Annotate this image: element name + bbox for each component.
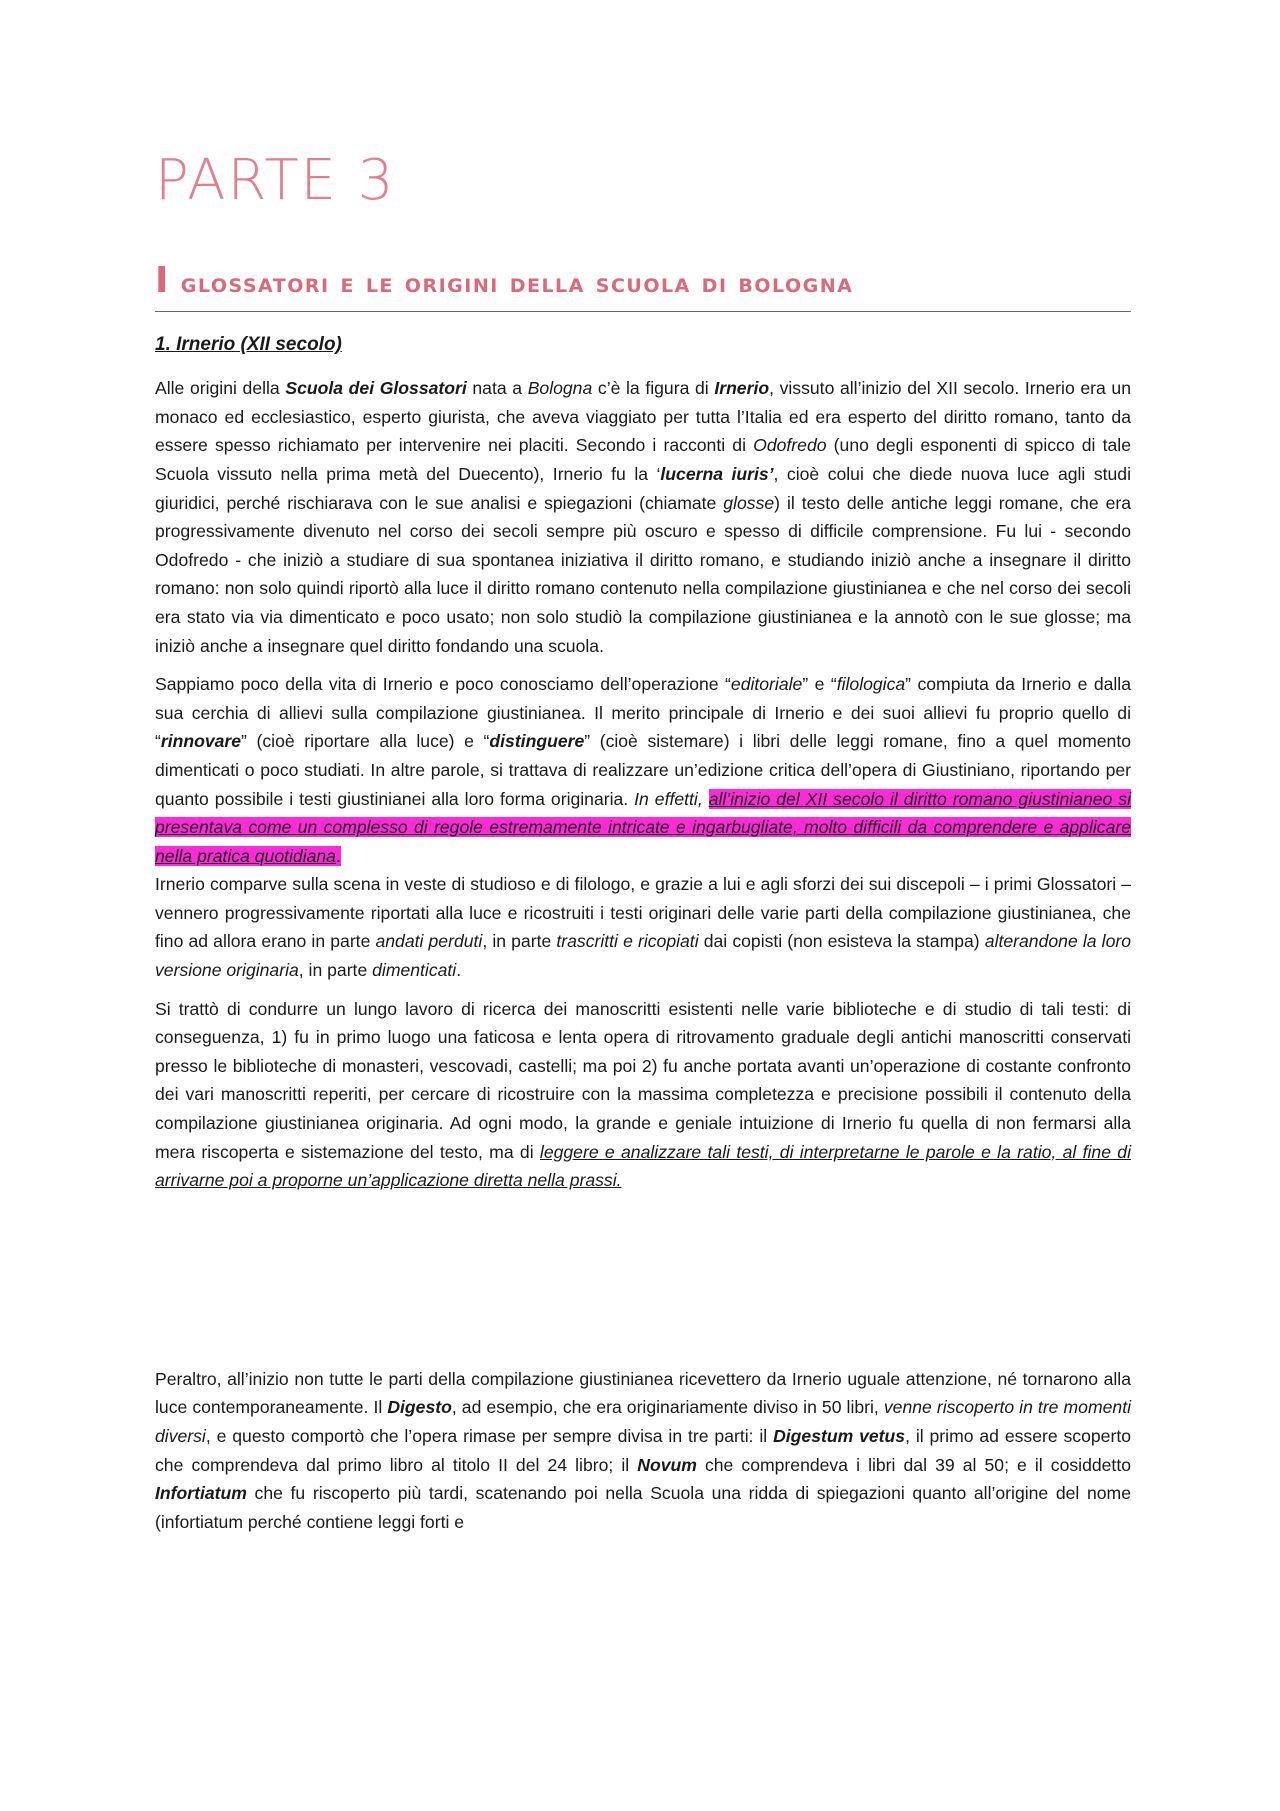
- text-run: , vissuto all’inizio del XII secolo. Irnerio era un monaco ed ecclesiastico, esperto giurista, che aveva viaggiato per tutta l’Italia ed era esperto del diritto romano, tanto da essere spesso richiamato per intervenire nei placiti. Secondo i racconti di: [155, 378, 1131, 456]
- text-run: In effetti,: [634, 788, 709, 809]
- chapter-title-initial: I: [155, 259, 170, 301]
- text-run: c’è la figura di: [592, 378, 715, 399]
- text-run: Scuola dei Glossatori: [285, 378, 467, 399]
- section-heading: 1. Irnerio (XII secolo): [155, 334, 342, 356]
- text-run: Irnerio comparve sulla scena in veste di studioso e di filologo, e grazie a lui e agli sforzi dei sui discepoli – i primi Glossatori – vennero progressivamente riportati alla luce e ricostruiti i testi originari delle varie parti della compilazione giustinianea, che fino ad allora erano in parte: [155, 874, 1131, 952]
- chapter-title-rest: glossatori e le origini della scuola di bologna: [169, 267, 854, 299]
- text-run: , in parte: [482, 931, 557, 952]
- text-run: Novum: [637, 1454, 697, 1475]
- text-run: Digestum vetus: [773, 1426, 906, 1446]
- text-run: , e questo comportò che l’opera rimase per sempre divisa in tre parti: il: [205, 1426, 774, 1446]
- text-run: trascritti e ricopiati: [556, 931, 699, 952]
- text-run: che comprendeva i libri dal 39 al 50; e il cosiddetto: [696, 1454, 1131, 1475]
- text-run: andati perduti: [375, 931, 483, 952]
- paragraph-5: [155, 1365, 1131, 1537]
- text-run: .: [335, 845, 341, 866]
- text-run: che fu riscoperto più tardi, scatenando poi nella Scuola una ridda di spiegazioni quanto all’origine del nome (infortiatum perché contiene leggi forti e: [155, 1483, 1131, 1532]
- text-run: alterandone la loro versione originaria: [155, 931, 1131, 981]
- underlined-text: leggere e analizzare tali testi, di interpretarne le parole e la ratio, al fine di arrivarne poi a proporne un’applicazione diretta nella prassi.: [155, 1141, 1131, 1191]
- text-run: , ad esempio, che era originariamente diviso in 50 libri,: [451, 1397, 884, 1418]
- text-run: ” e “: [802, 674, 837, 695]
- text-run: .: [456, 960, 462, 981]
- text-run: Irnerio: [714, 378, 770, 399]
- paragraph-3: [155, 870, 1131, 984]
- paragraph-4: [155, 995, 1131, 1195]
- text-run: Sappiamo poco della vita di Irnerio e poco conosciamo dell’operazione “: [155, 674, 731, 695]
- text-run: dimenticati: [372, 960, 457, 981]
- paragraph-2: [155, 670, 1131, 870]
- text-run: distinguere: [489, 731, 585, 752]
- text-run: Alle origini della: [155, 378, 286, 399]
- text-run: ) il testo delle antiche leggi romane, che era progressivamente divenuto nel corso dei secoli sempre più oscuro e spesso di difficile comprensione. Fu lui - secondo Odofredo - che iniziò a studiare di sua spontanea iniziativa il diritto romano, e studiando iniziò anche a insegnare il diritto romano: non solo quindi riportò alla luce il diritto romano contenuto nella compilazione giustinianea e che nel corso dei secoli era stato via via dimenticato e poco usato; non solo studiò la compilazione giustinianea e la annotò con le sue glosse; ma iniziò anche a insegnare quel diritto fondando una scuola.: [155, 492, 1132, 656]
- text-run: nata a: [466, 378, 528, 399]
- text-run: , in parte: [298, 960, 373, 981]
- text-run: Peraltro, all’inizio non tutte le parti della compilazione giustinianea ricevettero da Irnerio uguale attenzione, né tornarono alla luce contemporaneamente. Il: [155, 1368, 1131, 1418]
- document-page: [155, 150, 1131, 1546]
- text-run: ” (cioè sistemare) i libri delle leggi romane, fino a quel momento dimenticati o poco studiati. In altre parole, si trattava di realizzare un’edizione critica dell’opera di Giustiniano, riportando per quanto possibile i testi giustinianei alla loro forma originaria.: [155, 731, 1131, 809]
- text-run: , il primo ad essere scoperto che comprendeva dal primo libro al titolo II del 24 libro; il: [155, 1426, 1131, 1475]
- text-run: ” compiuta da Irnerio e dalla sua cerchia di allievi sulla compilazione giustinianea. Il merito principale di Irnerio e dei suoi allievi fu proprio quello di “: [155, 674, 1132, 752]
- text-run: Odofredo: [753, 435, 827, 456]
- text-run: rinnovare: [160, 731, 242, 752]
- text-run: dai copisti (non esisteva la stampa): [698, 931, 985, 952]
- text-run: ” (cioè riportare alla luce) e “: [241, 731, 490, 752]
- text-run: lucerna iuris’: [660, 463, 774, 484]
- text-run: glosse: [723, 492, 775, 513]
- text-run: , cioè colui che diede nuova luce agli studi giuridici, perché rischiarava con le sue analisi e spiegazioni (chiamate: [155, 463, 1131, 513]
- text-run: Digesto: [387, 1397, 452, 1418]
- text-run: (uno degli esponenti di spicco di tale Scuola vissuto nella prima metà del Duecento), Irnerio fu la ‘: [155, 435, 1132, 484]
- paragraph-1: [155, 374, 1131, 660]
- chapter-title: [155, 252, 1131, 313]
- part-title: PARTE 3: [155, 148, 396, 213]
- text-run: filologica: [836, 674, 906, 695]
- page-gap: [155, 1205, 1131, 1365]
- text-run: Infortiatum: [155, 1483, 247, 1504]
- text-run: editoriale: [730, 674, 803, 695]
- text-run: Bologna: [527, 378, 593, 399]
- highlighted-text: all’inizio del XII secolo il diritto romano giustinianeo si presentava come un complesso di regole estremamente intricate e ingarbugliate, molto difficili da comprendere e applicare nella pratica quotidiana: [155, 788, 1131, 866]
- text-run: venne riscoperto in tre momenti diversi: [155, 1397, 1131, 1446]
- text-run: Si trattò di condurre un lungo lavoro di ricerca dei manoscritti esistenti nelle varie biblioteche e di studio di tali testi: di conseguenza, 1) fu in primo luogo una faticosa e lenta opera di ritrovamento graduale degli antichi manoscritti conservati presso le biblioteche di monasteri, vescovadi, castelli; ma poi 2) fu anche portata avanti un’operazione di costante confronto dei vari manoscritti reperiti, per cercare di ricostruire con la massima completezza e precisione possibili il contenuto della compilazione giustinianea originaria. Ad ogni modo, la grande e geniale intuizione di Irnerio fu quella di non fermarsi alla mera riscoperta e sistemazione del testo, ma di: [155, 998, 1131, 1162]
